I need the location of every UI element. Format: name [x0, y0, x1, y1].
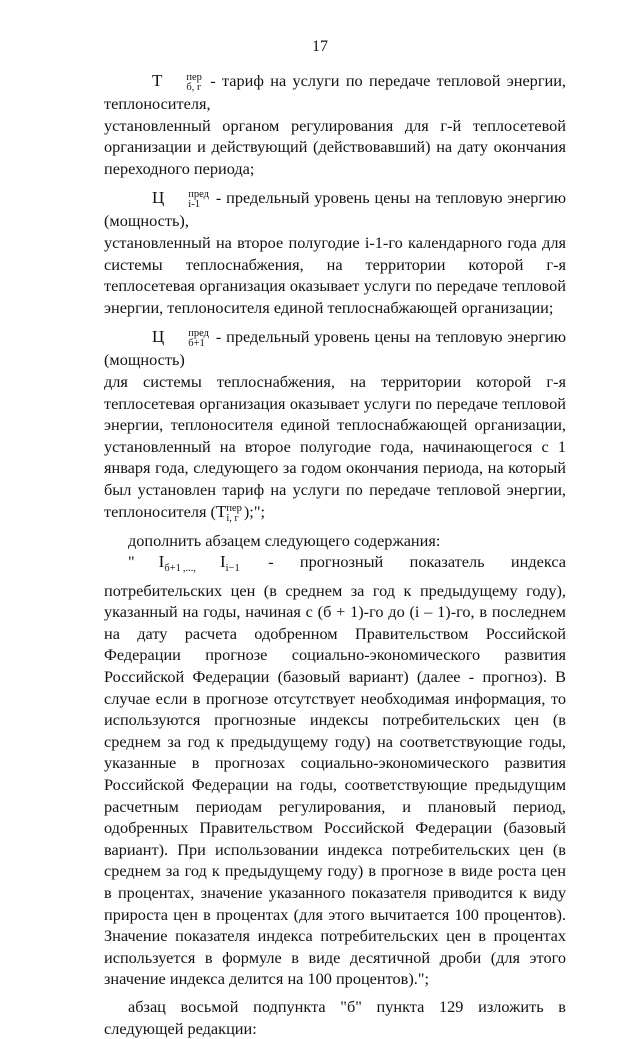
definition-price-limit-prev: Ц пред i-1 - предельный уровень цены на тепловую энергию (мощность), [104, 188, 566, 231]
definition-price-limit-next-text: для системы теплоснабжения, на территории которой г-я теплосетевая организация оказывает услуги по передаче тепловой энергии, теплоносителя единой теплоснабжающей организации, установленный на второе полугодие года, начинающегося с 1 января года, следующего за годом окончания периода, на который был установлен тариф на услуги по передаче тепловой энергии, теплоносителя (T пер i, г );"; [104, 371, 566, 524]
symbol-tariff: T пер б, г [152, 71, 202, 93]
symbol-price-limit-prev: Ц пред i-1 [152, 188, 210, 211]
quoted-cpi-definition: " $I_{б+1}$ $_{,...,}$ $I_{i-1}$ - прогнозный показатель индекса потребительских цен (в среднем за год к предыдущему году), указанный на годы, начиная с (б + 1)-го до (i – 1)-го, в последнем на дату расчета одобренном Правительством Российской Федерации прогнозе социально-экономического развития Российской Федерации (базовый вариант) (далее - прогноз). В случае если в прогнозе отсутствует необходимая информация, то используются прогнозные индексы потребительских цен (в среднем за год к предыдущему году) на соответствующие годы, указанные в прогнозах социально-экономического развития Российской Федерации на годы, соответствующие предыдущим расчетным периодам регулирования, и плановый период, одобренных Правительством Российской Федерации (базовый вариант). При использовании индекса потребительских цен (в среднем за год к предыдущему году) в прогнозе в виде роста цен в процентах, значение указанного показателя приводится к виду прироста цен в процентах (для этого вычитается 100 процентов). Значение показателя индекса потребительских цен в процентах используется в формуле в виде десятичной дроби (для этого значение индекса делится на 100 процентов)."; [104, 552, 566, 989]
definition-price-limit-next: Ц пред б+1 - предельный уровень цены на тепловую энергию (мощность) [104, 327, 566, 370]
document-body [104, 70, 566, 1039]
symbol-price-limit-next: Ц пред б+1 [152, 327, 210, 350]
symbol-cpi-start: $I_{б+1}$ [158, 552, 181, 575]
symbol-cpi-end: $I_{i-1}$ [219, 552, 240, 575]
instruction-paragraph-eight: абзац восьмой подпункта "б" пункта 129 изложить в следующей редакции: [104, 996, 566, 1038]
symbol-tariff-inline: T пер i, г [215, 501, 242, 524]
page-number: 17 [312, 38, 328, 55]
definition-tariff-text: установленный органом регулирования для г-й теплосетевой организации и действующий (действовавший) на дату окончания переходного периода; [104, 115, 566, 178]
definition-tariff: T пер б, г - тариф на услуги по передаче тепловой энергии, теплоносителя, [104, 71, 566, 113]
definition-price-limit-prev-text: установленный на второе полугодие i-1-го календарного года для системы теплоснабжения, на территории которой г-я теплосетевая организация оказывает услуги по передаче тепловой энергии, теплоносителя единой теплоснабжающей организации; [104, 232, 566, 317]
instruction-add-paragraph: дополнить абзацем следующего содержания: [128, 530, 441, 550]
